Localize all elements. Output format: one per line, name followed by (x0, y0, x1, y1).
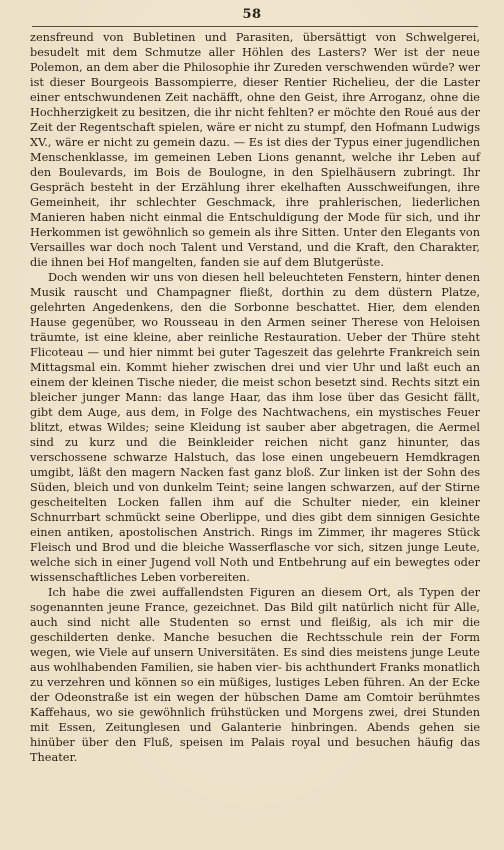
paragraph-2: Doch wenden wir uns von diesen hell beleuchteten Fenstern, hinter denen Musik rauscht und Champagner fließt, dorthin zu dem düstern Platze, gelehrten Angedenkens, den die Sorbonne beschattet. Hier, dem elenden Hause gegenüber, wo Rousseau in den Armen seiner Therese von Heloisen träumte, ist eine kleine, aber reinliche Restauration. Ueber der Thüre steht Flicoteau — und hier nimmt bei guter Tageszeit das gelehrte Frankreich sein Mittagsmal ein. Kommt hieher zwischen drei und vier Uhr und laßt euch an einem der kleinen Tische nieder, die meist schon besetzt sind. Rechts sitzt ein bleicher junger Mann: das lange Haar, das ihm lose über das Gesicht fällt, gibt dem Auge, aus dem, in Folge des Nachtwachens, ein mystisches Feuer blitzt, etwas Wildes; seine Kleidung ist sauber aber abgetragen, die Aermel sind zu kurz und die Beinkleider reichen nicht ganz hinunter, das verschossene schwarze Halstuch, das lose einen ungebeuern Hemdkragen umgibt, läßt den magern Nacken fast ganz bloß. Zur linken ist der Sohn des Süden, bleich und von dunkelm Teint; seine langen schwarzen, auf der Stirne gescheitelten Locken fallen ihm auf die Schulter nieder, ein kleiner Schnurrbart schmückt seine Oberlippe, und dies gibt dem sinnigen Gesichte einen antiken, apostolischen Anstrich. Rings im Zimmer, ihr mageres Stück Fleisch und Brod und die bleiche Wasserflasche vor sich, sitzen junge Leute, welche sich in einer Jugend voll Noth und Entbehrung auf ein bewegtes oder wissenschaftliches Leben vorbereiten. (30, 271, 480, 584)
header-rule (32, 26, 478, 27)
page-body (30, 30, 480, 765)
paragraph-3: Ich habe die zwei auffallendsten Figuren an diesem Ort, als Typen der sogenannten jeune France, gezeichnet. Das Bild gilt natürlich nicht für Alle, auch sind nicht alle Studenten so ernst und fleißig, als ich mir die geschilderten denke. Manche besuchen die Rechtsschule rein der Form wegen, wie Viele auf unsern Universitäten. Es sind dies meistens junge Leute aus wohlhabenden Familien, sie haben vier- bis achthundert Franks monatlich zu verzehren und können so ein müßiges, lustiges Leben führen. An der Ecke der Odeonstraße ist ein wegen der hübschen Dame am Comtoir berühmtes Kaffehaus, wo sie gewöhnlich frühstücken und Morgens zwei, drei Stunden mit Essen, Zeitunglesen und Galanterie hinbringen. Abends gehen sie hinüber über den Fluß, speisen im Palais royal und besuchen häufig das Theater. (30, 586, 480, 764)
page-number: 58 (242, 7, 262, 22)
paragraph-1: zensfreund von Bubletinen und Parasiten, übersättigt von Schwelgerei, besudelt mit dem Schmutze aller Höhlen des Lasters? Wer ist der neue Polemon, an dem aber die Philosophie ihr Zureden verschwenden würde? wer ist dieser Bourgeois Bassompierre, dieser Rentier Richelieu, der die Laster einer entschwundenen Zeit nachäfft, ohne den Geist, ihre Arroganz, ohne die Hochherzigkeit zu besitzen, die ihr nicht fehlten? er möchte den Roué aus der Zeit der Regentschaft spielen, wäre er nicht zu stumpf, den Hofmann Ludwigs XV., wäre er nicht zu gemein dazu. — Es ist dies der Typus einer jugendlichen Menschenklasse, im gemeinen Leben Lions genannt, welche ihr Leben auf den Boulevards, im Bois de Boulogne, in den Spielhäusern zubringt. Ihr Gespräch besteht in der Erzählung ihrer ekelhaften Ausschweifungen, ihre Gemeinheit, ihr schlechter Geschmack, ihre prahlerischen, liederlichen Manieren haben nicht einmal die Entschuldigung der Mode für sich, und ihr Herkommen ist gewöhnlich so gemein als ihre Sitten. Unter den Elegants von Versailles war doch noch Talent und Verstand, und die Kraft, den Charakter, die ihnen bei Hof mangelten, fanden sie auf dem Blutgerüste. (30, 31, 480, 269)
